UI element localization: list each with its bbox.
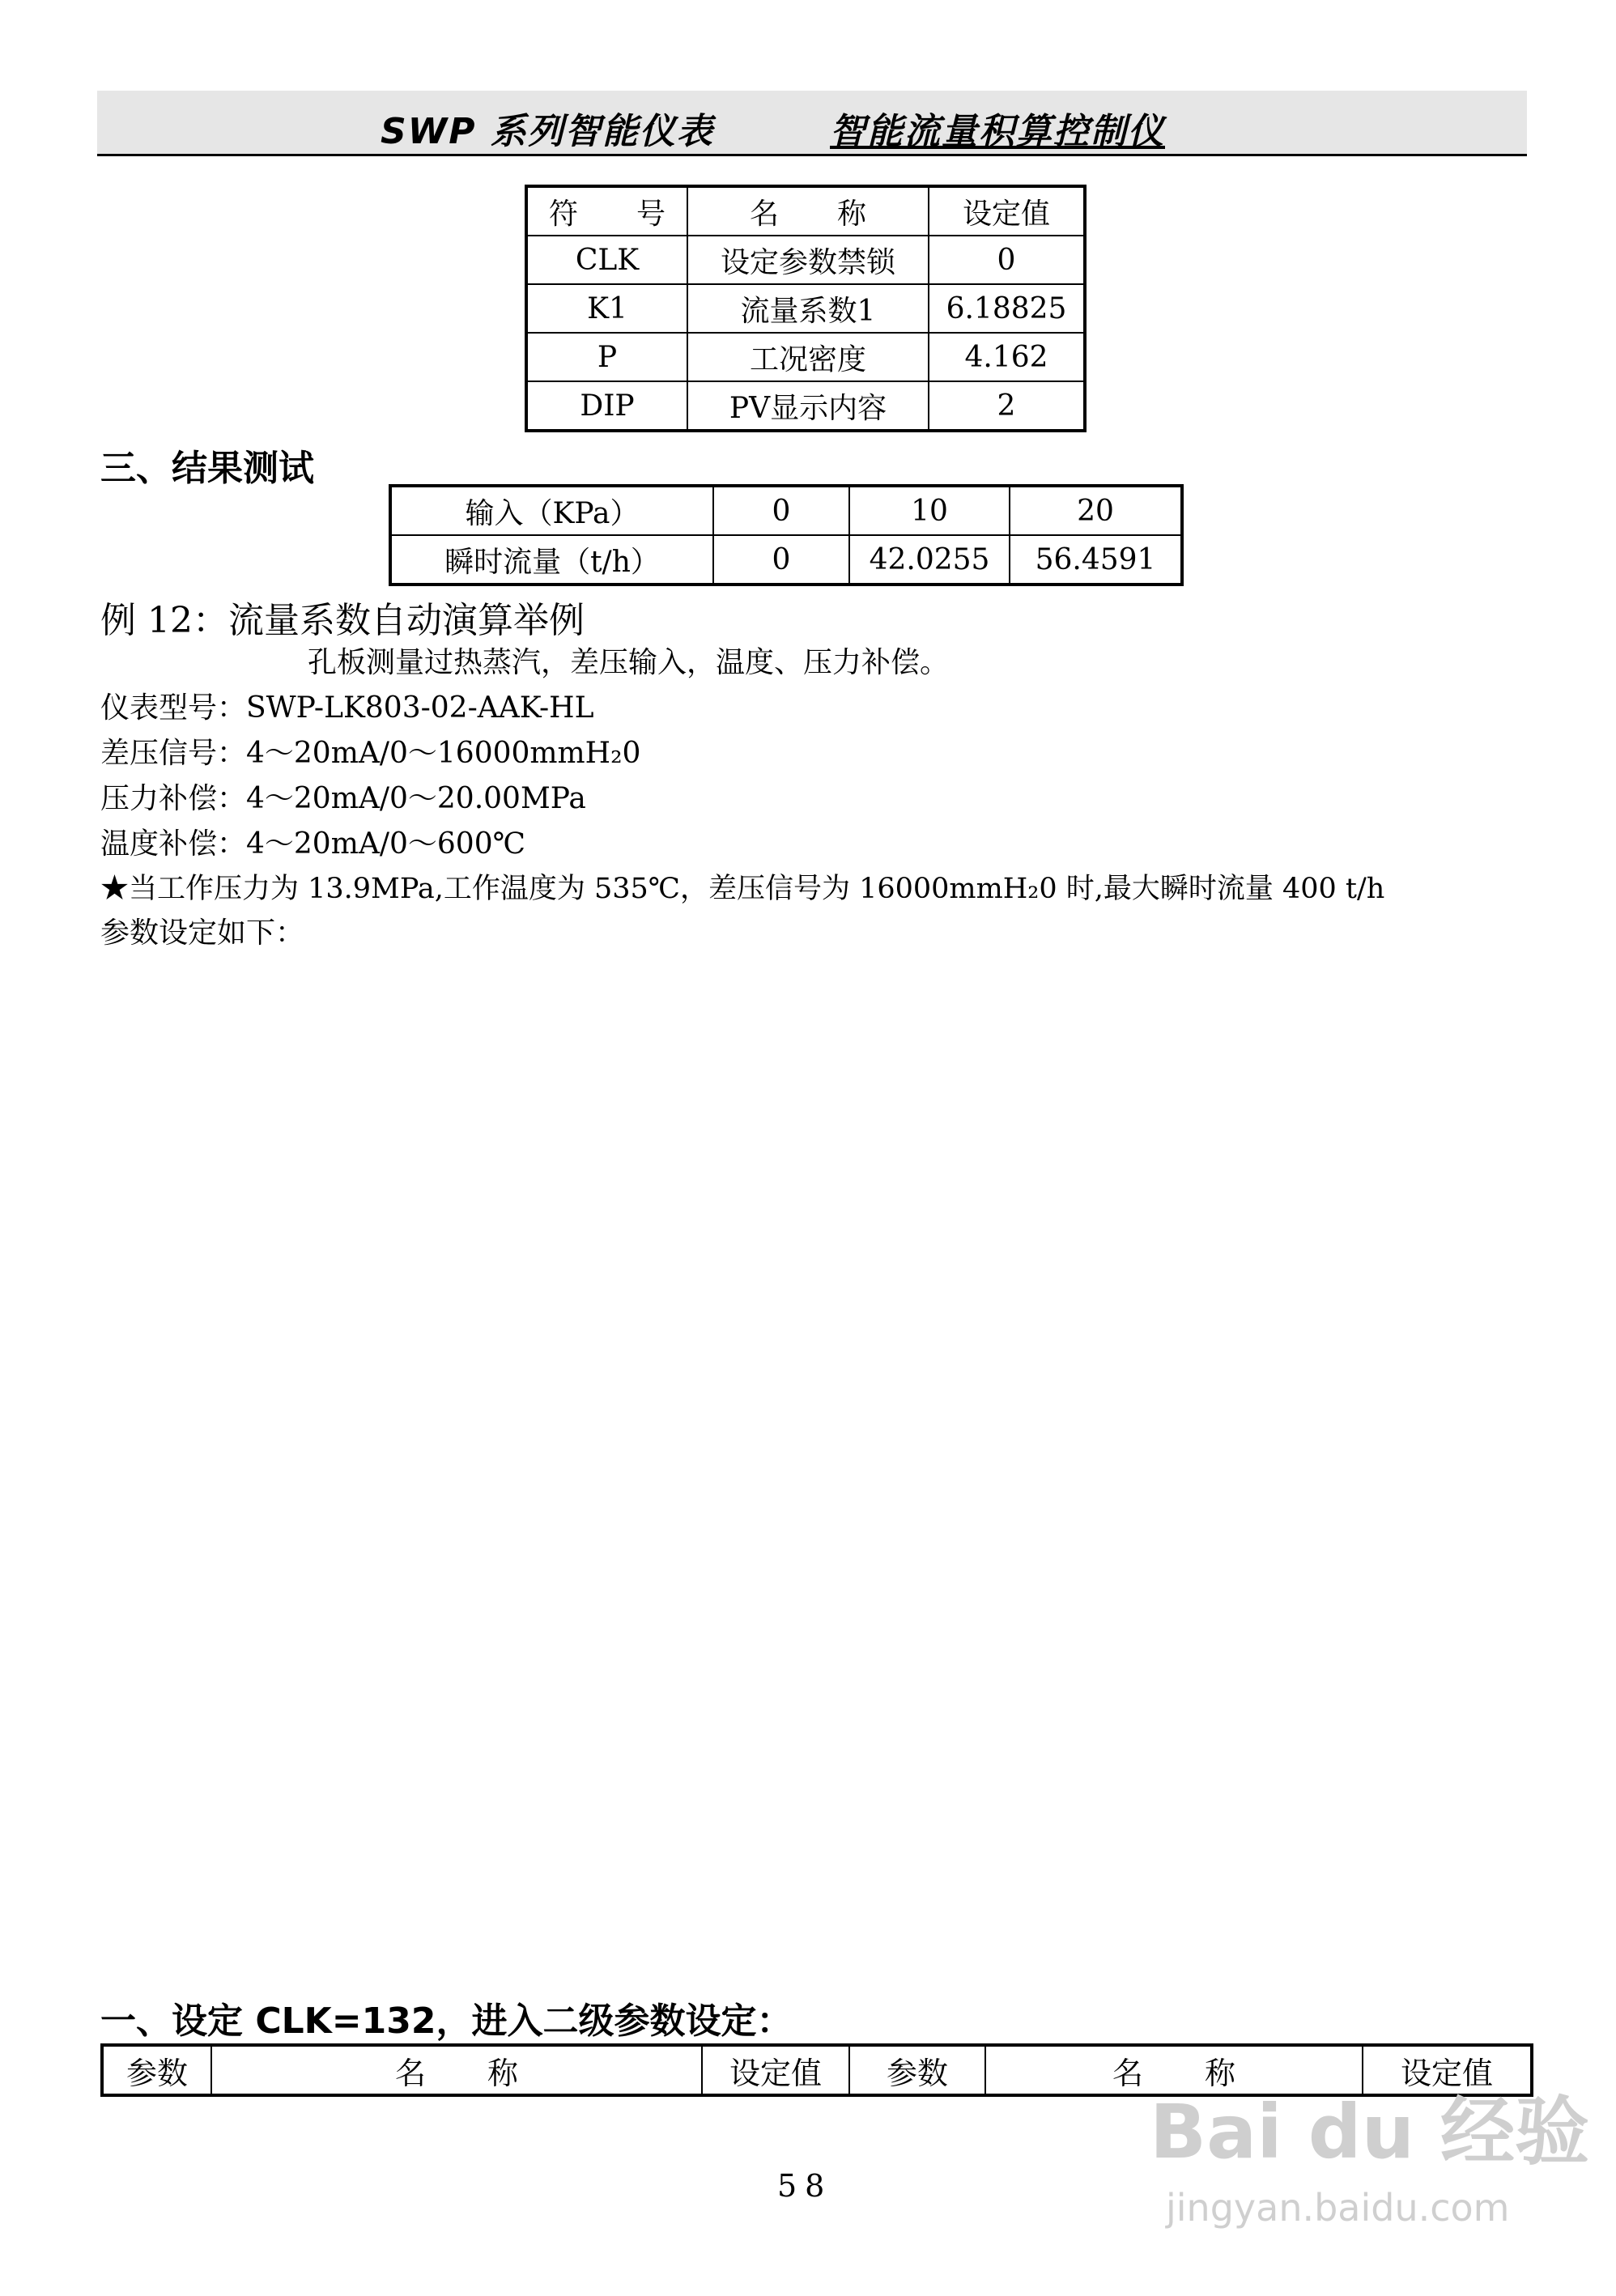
cell-value: 56.4591	[1010, 535, 1182, 585]
dp-signal: 差压信号：4～20mA/0～16000mmH₂0	[100, 737, 641, 770]
header-product-title: 智能流量积算控制仪	[830, 111, 1165, 152]
cell-value: 20	[1010, 486, 1182, 535]
cell-symbol: K1	[526, 284, 687, 333]
table-row	[526, 381, 1085, 431]
table-row	[390, 535, 1182, 585]
table-row	[526, 236, 1085, 284]
cell-name: PV显示内容	[687, 381, 929, 431]
cell-symbol: CLK	[526, 236, 687, 284]
cell-value: 0	[929, 236, 1085, 284]
cell-value: 10	[849, 486, 1010, 535]
cell-symbol: P	[526, 333, 687, 381]
col-value-header: 设定值	[702, 2045, 849, 2095]
page-number: 58	[777, 2168, 833, 2204]
param-table	[525, 185, 1087, 432]
watermark-brand: Bai du 经验	[1150, 2089, 1590, 2175]
cell-value: 0	[713, 486, 849, 535]
section-level2-setting-title: 一、设定 CLK=132，进入二级参数设定：	[100, 2000, 793, 2042]
settings-intro: 参数设定如下：	[100, 916, 305, 950]
table-header-row	[526, 186, 1085, 236]
cell-label: 瞬时流量（t/h）	[390, 535, 713, 585]
cell-value: 4.162	[929, 333, 1085, 381]
example-title: 例 12：流量系数自动演算举例	[100, 600, 585, 641]
watermark-url: jingyan.baidu.com	[1166, 2186, 1510, 2230]
header-series-title: SWP 系列智能仪表	[381, 111, 714, 152]
temperature-compensation: 温度补偿：4～20mA/0～600℃	[100, 827, 525, 861]
cell-value: 0	[713, 535, 849, 585]
col-value-header: 设定值	[1363, 2045, 1532, 2095]
col-param-header: 参数	[102, 2045, 211, 2095]
cell-value: 42.0255	[849, 535, 1010, 585]
col-symbol-header: 符 号	[526, 186, 687, 236]
cell-label: 输入（KPa）	[390, 486, 713, 535]
page-header	[97, 91, 1527, 156]
col-value-header: 设定值	[929, 186, 1085, 236]
cell-name: 流量系数1	[687, 284, 929, 333]
instrument-model: 仪表型号：SWP-LK803-02-AAK-HL	[100, 691, 594, 725]
example-intro: 孔板测量过热蒸汽，差压输入，温度、压力补偿。	[308, 646, 950, 679]
table-row	[390, 486, 1182, 535]
col-name-header: 名 称	[211, 2045, 702, 2095]
col-param-header: 参数	[849, 2045, 985, 2095]
working-condition: ★当工作压力为 13.9MPa,工作温度为 535℃，差压信号为 16000mmH₂0 时,最大瞬时流量 400 t/h	[100, 873, 1385, 905]
result-table	[389, 484, 1184, 586]
pressure-compensation: 压力补偿：4～20mA/0～20.00MPa	[100, 782, 586, 815]
table-row	[526, 333, 1085, 381]
cell-value: 6.18825	[929, 284, 1085, 333]
col-name-header: 名 称	[687, 186, 929, 236]
section-result-test-title: 三、结果测试	[100, 448, 314, 489]
cell-value: 2	[929, 381, 1085, 431]
table-row	[526, 284, 1085, 333]
col-name-header: 名 称	[985, 2045, 1363, 2095]
cell-name: 工况密度	[687, 333, 929, 381]
cell-symbol: DIP	[526, 381, 687, 431]
cell-name: 设定参数禁锁	[687, 236, 929, 284]
